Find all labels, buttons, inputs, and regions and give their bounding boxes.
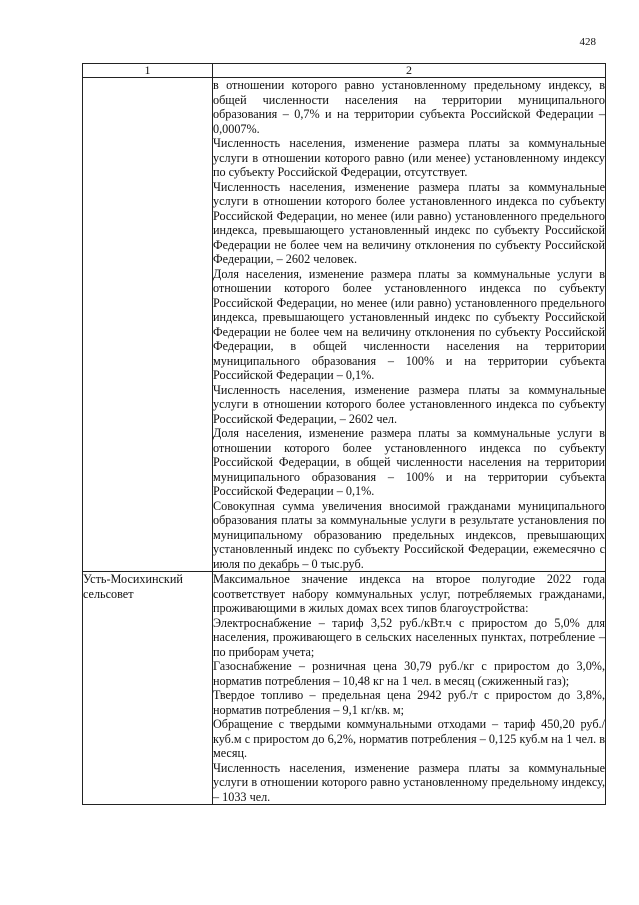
paragraph: Совокупная сумма увеличения вносимой гражданами муниципального образования платы за коммунальные услуги в результате установления по муниципальному образованию предельных индексов, превышающих установленный индекс по субъекту Российской Федерации, ежемесячно с июля по декабрь – 0 тыс.руб. [213,498,605,571]
municipality-name-cell [83,78,213,572]
paragraph: Газоснабжение – розничная цена 30,79 руб./кг с приростом до 3,0%, норматив потребления – 10,48 кг на 1 чел. в месяц (сжиженный газ); [213,659,605,688]
page-number: 428 [579,36,596,48]
table-row [83,78,606,572]
paragraph: Твердое топливо – предельная цена 2942 руб./т с приростом до 3,8%, норматив потребления – 9,1 кг/кв. м; [213,688,605,717]
description-cell [213,572,606,805]
paragraph: Электроснабжение – тариф 3,52 руб./кВт.ч с приростом до 5,0% для населения, проживающего в сельских населенных пунктах, потребление – по приборам учета; [213,615,605,659]
document-table [82,63,606,805]
column-header-2: 2 [213,64,606,78]
table-row [83,572,606,805]
paragraph: Численность населения, изменение размера платы за коммунальные услуги в отношении которого равно установленному предельному индексу, – 1033 чел. [213,760,605,804]
municipality-name-cell: Усть-Мосихинский сельсовет [83,572,213,805]
column-header-1: 1 [83,64,213,78]
paragraph: Доля населения, изменение размера платы за коммунальные услуги в отношении которого более установленного индекса по субъекту Российской Федерации, но менее (или равно) установленного предельного индекса, превышающего установленный индекс по субъекту Российской Федерации не более чем на величину отклонения по субъекту Российской Федерации, в общей численности населения на территории муниципального образования – 100% и на территории субъекта Российской Федерации – 0,1%. [213,266,605,382]
description-cell [213,78,606,572]
paragraph: Доля населения, изменение размера платы за коммунальные услуги в отношении которого более установленного индекса по субъекту Российской Федерации, в общей численности населения на территории муниципального образования – 100% и на территории субъекта Российской Федерации – 0,1%. [213,426,605,498]
paragraph: Численность населения, изменение размера платы за коммунальные услуги в отношении которого равно (или менее) установленному индексу по субъекту Российской Федерации, отсутствует. [213,136,605,179]
table-header-row [83,64,606,78]
paragraph: Обращение с твердыми коммунальными отходами – тариф 450,20 руб./куб.м с приростом до 6,2%, норматив потребления – 0,125 куб.м на 1 чел. в месяц. [213,717,605,760]
paragraph: Максимальное значение индекса на второе полугодие 2022 года соответствует набору коммунальных услуг, потребляемых гражданами, проживающими в жилых домах всех типов благоустройства: [213,572,605,615]
paragraph: Численность населения, изменение размера платы за коммунальные услуги в отношении которого более установленного индекса по субъекту Российской Федерации, – 2602 чел. [213,382,605,426]
paragraph: Численность населения, изменение размера платы за коммунальные услуги в отношении которого более установленного индекса по субъекту Российской Федерации, но менее (или равно) установленного предельного индекса, превышающего установленный индекс по субъекту Российской Федерации не более чем на величину отклонения по субъекту Российской Федерации, – 2602 человек. [213,179,605,266]
paragraph: в отношении которого равно установленному предельному индексу, в общей численности населения на территории муниципального образования – 0,7% и на территории субъекта Российской Федерации – 0,0007%. [213,78,605,136]
